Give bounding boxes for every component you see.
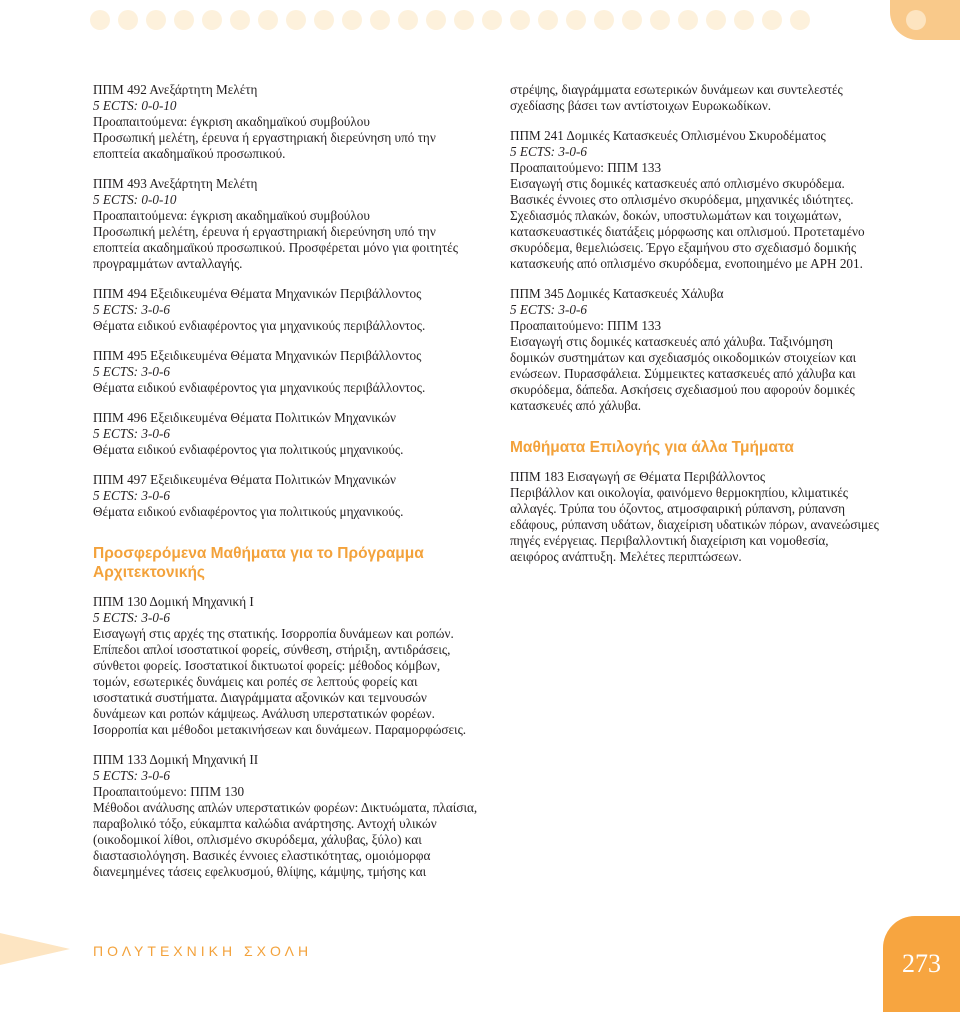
course-entry bbox=[93, 348, 478, 396]
decorative-dot bbox=[762, 10, 782, 30]
decorative-dot bbox=[906, 10, 926, 30]
corner-decoration bbox=[890, 0, 960, 40]
course-description: Προσωπική μελέτη, έρευνα ή εργαστηριακή διερεύνηση υπό την εποπτεία ακαδημαϊκού προσωπικού. Προσφέρεται μόνο για φοιτητές προγραμμάτων ανταλλαγής. bbox=[93, 224, 458, 271]
decorative-dot bbox=[566, 10, 586, 30]
decorative-dot bbox=[622, 10, 642, 30]
course-title: ΠΠΜ 496 Εξειδικευμένα Θέματα Πολιτικών Μηχανικών bbox=[93, 410, 396, 425]
course-ects: 5 ECTS: 3-0-6 bbox=[93, 364, 170, 379]
course-ects: 5 ECTS: 3-0-6 bbox=[93, 610, 170, 625]
page-number-box bbox=[883, 916, 960, 1012]
course-description: Μέθοδοι ανάλυσης απλών υπερστατικών φορέων: Δικτυώματα, πλαίσια, παραβολικό τόξο, εύκαμπτα καλώδια ανάρτησης. Αντοχή υλικών (οικοδομικοί λίθοι, οπλισμένο σκυρόδεμα, χάλυβας, ξύλο) και διαστασιολόγηση. Βασικές έννοιες ελαστικότητας, ομοιόμορφα διανεμημένες τάσεις εφελκυσμού, θλίψης, κάμψης, τμήσης και bbox=[93, 800, 478, 879]
course-ects: 5 ECTS: 3-0-6 bbox=[93, 426, 170, 441]
course-entry bbox=[93, 472, 478, 520]
course-entry bbox=[93, 176, 478, 272]
course-ects: 5 ECTS: 3-0-6 bbox=[510, 144, 587, 159]
decorative-dot bbox=[538, 10, 558, 30]
course-ects: 5 ECTS: 0-0-10 bbox=[93, 192, 177, 207]
decorative-dot bbox=[594, 10, 614, 30]
footer-triangle-decoration bbox=[0, 933, 70, 965]
course-title: ΠΠΜ 492 Ανεξάρτητη Μελέτη bbox=[93, 82, 258, 97]
decorative-dot bbox=[370, 10, 390, 30]
course-description: Εισαγωγή στις δομικές κατασκευές από οπλισμένο σκυρόδεμα. Βασικές έννοιες στο οπλισμένο σκυρόδεμα, μηχανικές ιδιότητες. Σχεδιασμός πλακών, δοκών, υποστυλωμάτων και τοιχωμάτων, κατασκευαστικές διατάξεις μόρφωσης και οπλισμού. Προτεταμένο σκυρόδεμα, θεμελιώσεις. Έργο εξαμήνου στο σχεδιασμό δομικής κατασκευής από οπλισμένο σκυρόδεμα, ενοποιημένο με ΑΡΗ 201. bbox=[510, 176, 865, 271]
course-title: ΠΠΜ 494 Εξειδικευμένα Θέματα Μηχανικών Περιβάλλοντος bbox=[93, 286, 422, 301]
course-entry bbox=[93, 82, 478, 162]
decorative-dot bbox=[482, 10, 502, 30]
course-ects: 5 ECTS: 0-0-10 bbox=[93, 98, 177, 113]
decorative-dot bbox=[342, 10, 362, 30]
course-ects: 5 ECTS: 3-0-6 bbox=[93, 768, 170, 783]
section-heading: Προσφερόμενα Μαθήματα για το Πρόγραμμα Αρχιτεκτονικής bbox=[93, 545, 424, 581]
right-column bbox=[510, 82, 880, 579]
course-title: ΠΠΜ 183 Εισαγωγή σε Θέματα Περιβάλλοντος bbox=[510, 469, 766, 484]
decorative-dot bbox=[650, 10, 670, 30]
course-description: Περιβάλλον και οικολογία, φαινόμενο θερμοκηπίου, κλιματικές αλλαγές. Τρύπα του όζοντος, ατμοσφαιρική ρύπανση, ρύπανση εδάφους, ρύπανση υδάτων, διαχείριση υδατικών πόρων, ανανεώσιμες πηγές ενέργειας. Περιβαλλοντική διαχείριση και νομοθεσία, αειφόρος ανάπτυξη. Μελέτες περιπτώσεων. bbox=[510, 485, 879, 564]
course-entry bbox=[510, 128, 880, 272]
page-number: 273 bbox=[902, 949, 941, 978]
course-ects: 5 ECTS: 3-0-6 bbox=[510, 302, 587, 317]
decorative-dot bbox=[90, 10, 110, 30]
course-title: ΠΠΜ 345 Δομικές Κατασκευές Χάλυβα bbox=[510, 286, 724, 301]
course-title: ΠΠΜ 497 Εξειδικευμένα Θέματα Πολιτικών Μηχανικών bbox=[93, 472, 396, 487]
course-title: ΠΠΜ 130 Δομική Μηχανική Ι bbox=[93, 594, 254, 609]
course-entry bbox=[93, 286, 478, 334]
course-description: Θέματα ειδικού ενδιαφέροντος για πολιτικούς μηχανικούς. bbox=[93, 504, 404, 519]
continued-text: στρέψης, διαγράμματα εσωτερικών δυνάμεων και συντελεστές σχεδίασης βάσει των αντίστοιχων Ευρωκωδίκων. bbox=[510, 82, 843, 113]
decorative-dot bbox=[118, 10, 138, 30]
course-description: Εισαγωγή στις αρχές της στατικής. Ισορροπία δυνάμεων και ροπών. Επίπεδοι απλοί ισοστατικοί φορείς, σύνθεση, στήριξη, αντιδράσεις, σύνθετοι φορείς. Ισοστατικοί δικτυωτοί φορείς: μέθοδος κόμβων, τομών, εσωτερικές δυνάμεις και ροπές σε λεπτούς φορείς και ισοστατικά συστήματα. Διαγράμματα αξονικών και τεμνουσών δυνάμεων και ροπών κάμψεως. Ανάλυση υπερστατικών φορέων. Ισορροπία και μέθοδοι μετακινήσεων και δυνάμεων. Παραμορφώσεις. bbox=[93, 626, 467, 737]
decorative-dot bbox=[314, 10, 334, 30]
left-column bbox=[93, 82, 478, 894]
decorative-dot bbox=[678, 10, 698, 30]
decorative-dot bbox=[174, 10, 194, 30]
course-entry bbox=[93, 594, 478, 738]
course-title: ΠΠΜ 495 Εξειδικευμένα Θέματα Μηχανικών Περιβάλλοντος bbox=[93, 348, 422, 363]
section-heading: Μαθήματα Επιλογής για άλλα Τμήματα bbox=[510, 439, 794, 456]
decorative-dot bbox=[146, 10, 166, 30]
decorative-dot bbox=[398, 10, 418, 30]
course-title: ΠΠΜ 241 Δομικές Κατασκευές Οπλισμένου Σκυροδέματος bbox=[510, 128, 826, 143]
decorative-dot bbox=[510, 10, 530, 30]
course-entry bbox=[93, 752, 478, 880]
decorative-dot bbox=[286, 10, 306, 30]
course-prerequisite: Προαπαιτούμενο: ΠΠΜ 130 bbox=[93, 784, 245, 799]
decorative-dot-row bbox=[90, 10, 810, 30]
decorative-dot bbox=[230, 10, 250, 30]
course-prerequisite: Προαπαιτούμενο: ΠΠΜ 133 bbox=[510, 318, 662, 333]
course-prerequisite: Προαπαιτούμενα: έγκριση ακαδημαϊκού συμβούλου bbox=[93, 114, 370, 129]
course-description: Προσωπική μελέτη, έρευνα ή εργαστηριακή διερεύνηση υπό την εποπτεία ακαδημαϊκού προσωπικού. bbox=[93, 130, 436, 161]
course-description: Εισαγωγή στις δομικές κατασκευές από χάλυβα. Ταξινόμηση δομικών συστημάτων και σχεδιασμός οικοδομικών στοιχείων και ενώσεων. Πυρασφάλεια. Σύμμεικτες κατασκευές από χάλυβα και σκυρόδεμα, δάπεδα. Ασκήσεις σχεδιασμού που αφορούν δομικές κατασκευές από χάλυβα. bbox=[510, 334, 857, 413]
footer-school-name: ΠΟΛΥΤΕΧΝΙΚΗ ΣΧΟΛΗ bbox=[93, 943, 313, 959]
course-description: Θέματα ειδικού ενδιαφέροντος για μηχανικούς περιβάλλοντος. bbox=[93, 318, 426, 333]
course-entry bbox=[510, 286, 880, 414]
course-entry bbox=[510, 469, 880, 565]
decorative-dot bbox=[706, 10, 726, 30]
course-ects: 5 ECTS: 3-0-6 bbox=[93, 488, 170, 503]
decorative-dot bbox=[258, 10, 278, 30]
course-prerequisite: Προαπαιτούμενο: ΠΠΜ 133 bbox=[510, 160, 662, 175]
course-prerequisite: Προαπαιτούμενα: έγκριση ακαδημαϊκού συμβούλου bbox=[93, 208, 370, 223]
decorative-dot bbox=[454, 10, 474, 30]
course-description: Θέματα ειδικού ενδιαφέροντος για μηχανικούς περιβάλλοντος. bbox=[93, 380, 426, 395]
course-ects: 5 ECTS: 3-0-6 bbox=[93, 302, 170, 317]
course-entry bbox=[93, 410, 478, 458]
decorative-dot bbox=[734, 10, 754, 30]
course-title: ΠΠΜ 493 Ανεξάρτητη Μελέτη bbox=[93, 176, 258, 191]
decorative-dot bbox=[790, 10, 810, 30]
decorative-dot bbox=[426, 10, 446, 30]
course-description: Θέματα ειδικού ενδιαφέροντος για πολιτικούς μηχανικούς. bbox=[93, 442, 404, 457]
course-title: ΠΠΜ 133 Δομική Μηχανική ΙΙ bbox=[93, 752, 259, 767]
decorative-dot bbox=[202, 10, 222, 30]
